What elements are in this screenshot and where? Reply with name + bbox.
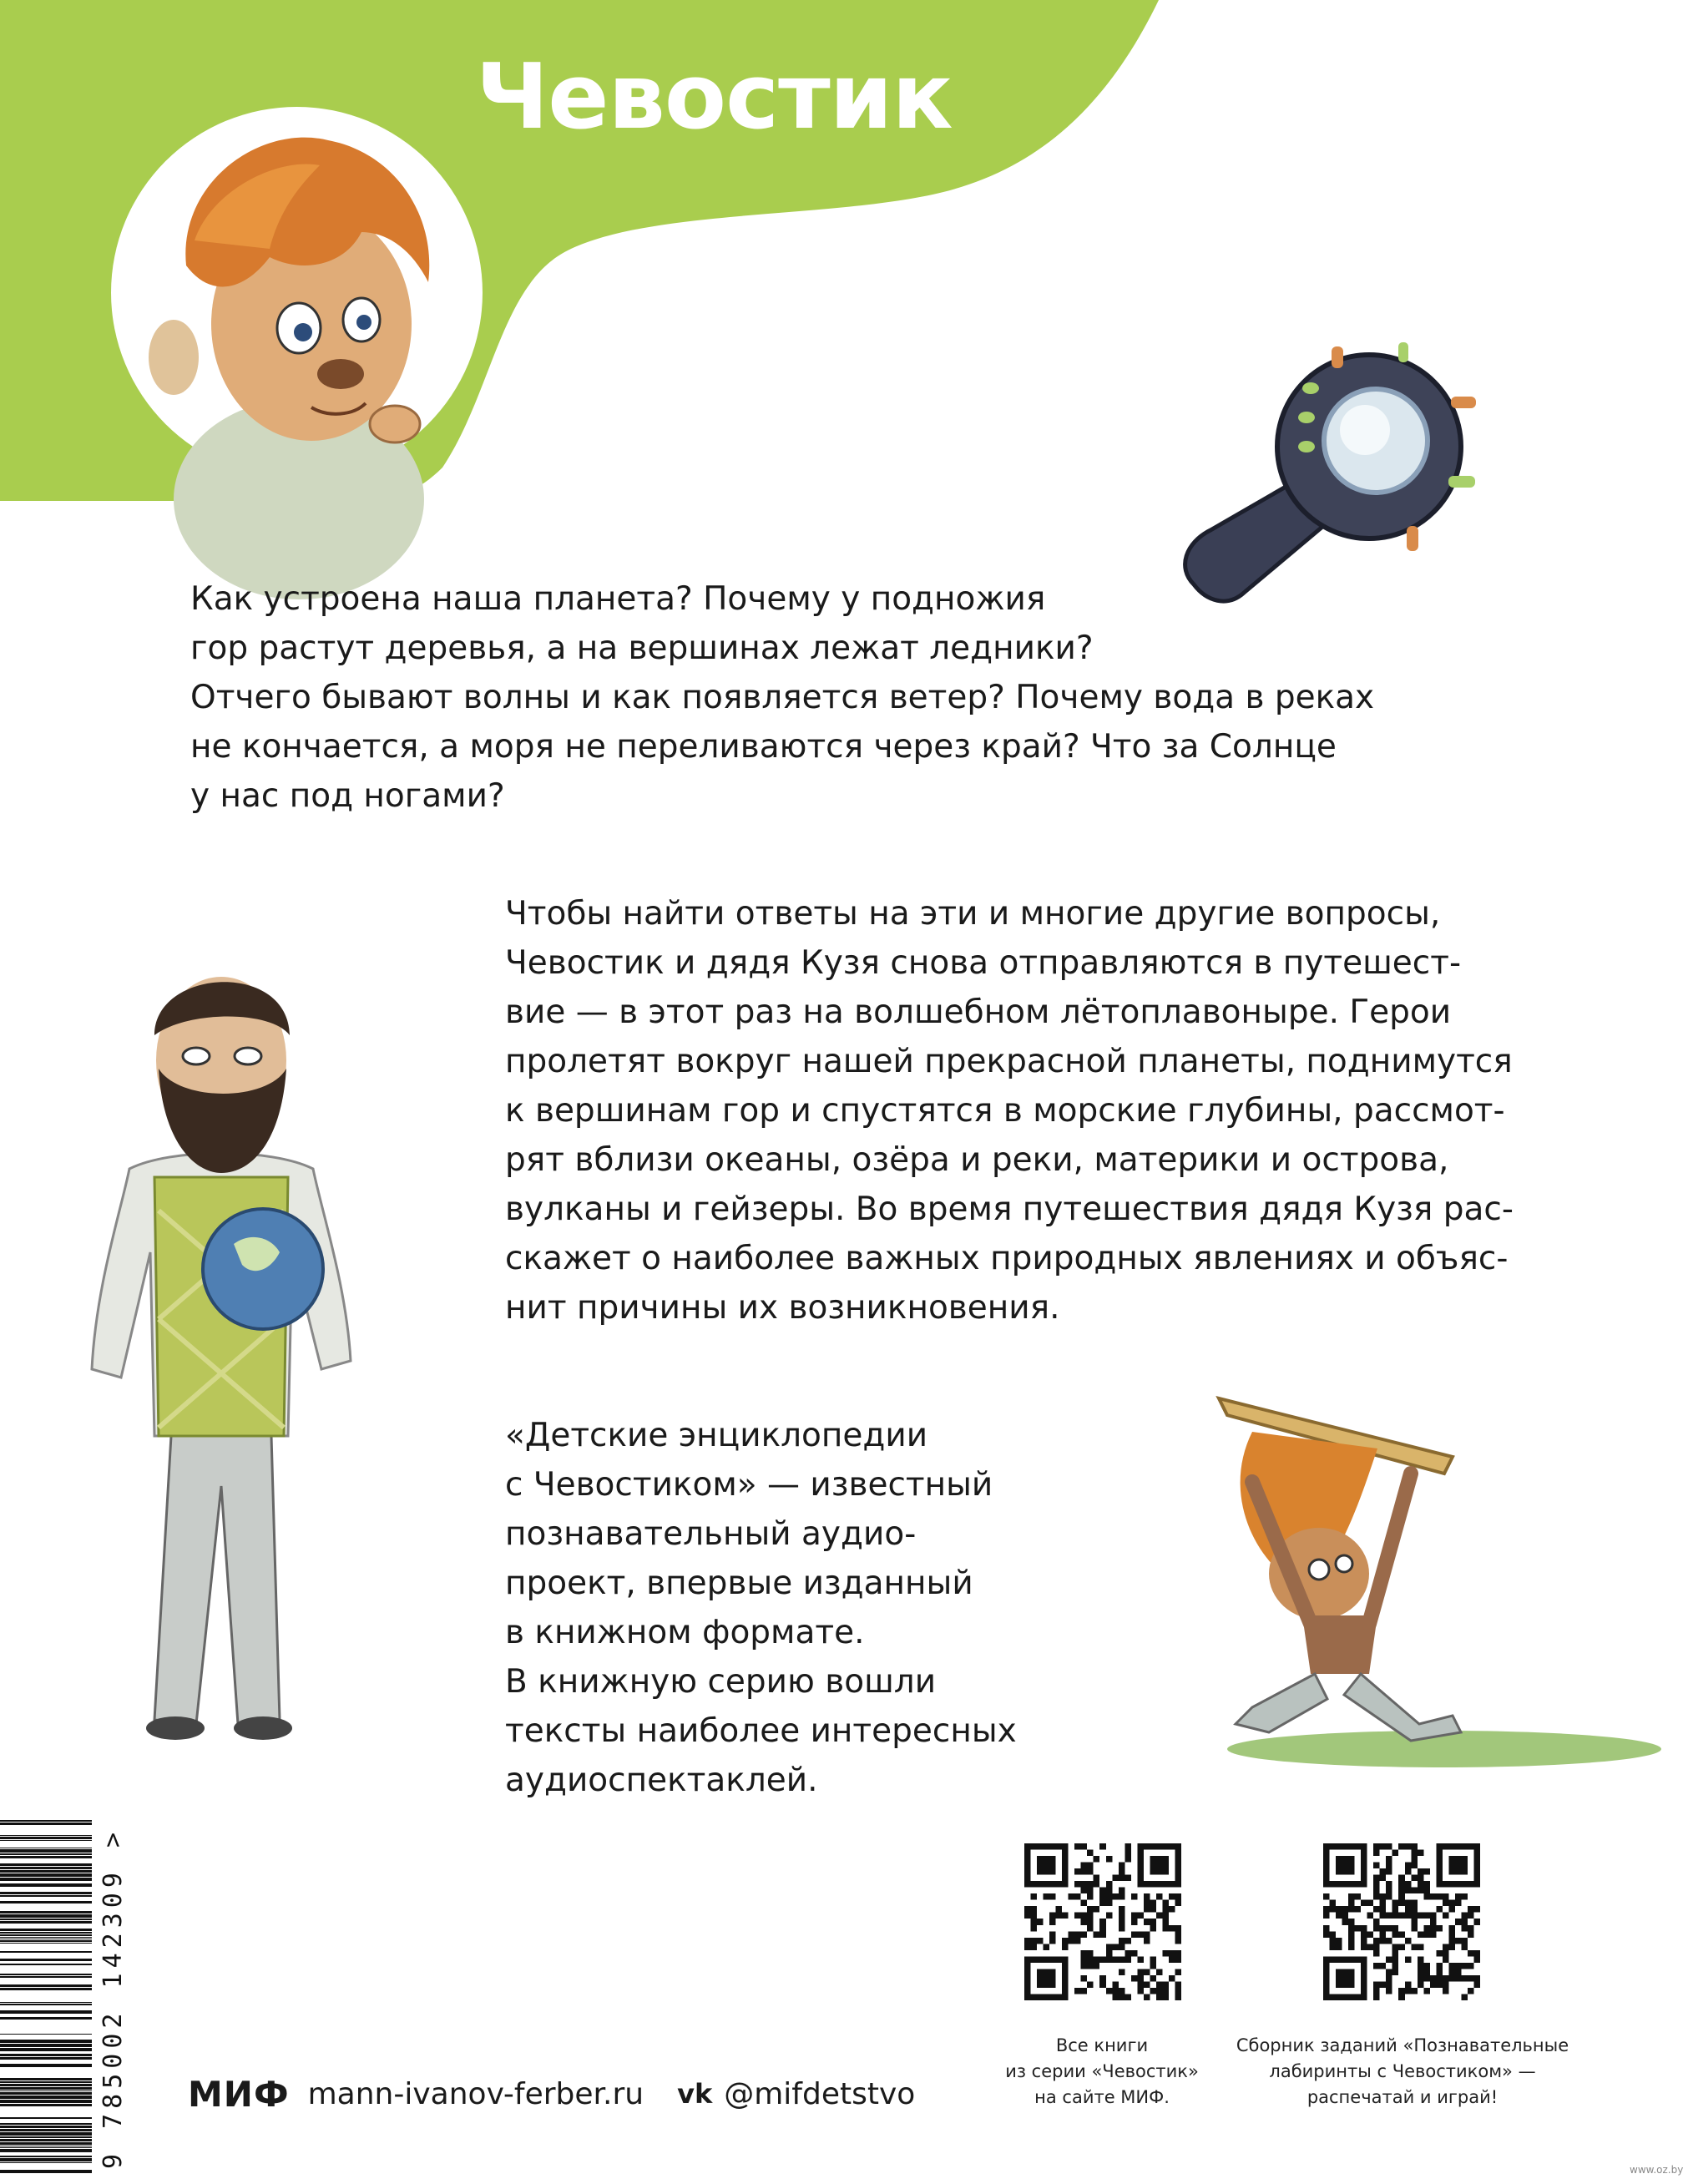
caption-line: распечатай и играй! xyxy=(1306,2087,1499,2107)
text-line: рят вблизи океаны, озёра и реки, материки и острова, xyxy=(505,1141,1449,1179)
text-line: аудиоспектаклей. xyxy=(505,1762,818,1799)
text-line: пролетят вокруг нашей прекрасной планеты, поднимутся xyxy=(505,1043,1513,1080)
text-line: тексты наиболее интересных xyxy=(505,1712,1017,1750)
text-line: Как устроена наша планета? Почему у подножия xyxy=(190,580,1046,618)
text-line: нит причины их возникновения. xyxy=(505,1289,1060,1327)
caption-line: лабиринты с Чевостиком» — xyxy=(1269,2061,1536,2081)
text-line: Чевостик и дядя Кузя снова отправляются в путешест- xyxy=(505,944,1462,982)
intro-paragraph xyxy=(190,574,1374,821)
text-line: к вершинам гор и спустятся в морские глубины, рассмот- xyxy=(505,1092,1505,1130)
footer xyxy=(188,2069,915,2119)
text-line: вие — в этот раз на волшебном лётоплавоныре. Герои xyxy=(505,993,1452,1031)
text-line: познавательный аудио- xyxy=(505,1515,917,1553)
vk-icon[interactable]: vk xyxy=(677,2078,713,2110)
website-link[interactable]: mann-ivanov-ferber.ru xyxy=(307,2076,644,2111)
qr-caption-labyrinths xyxy=(1215,2033,1590,2111)
chevostik-portrait xyxy=(111,107,483,478)
text-line: в книжном формате. xyxy=(505,1614,865,1651)
page-title: Чевостик xyxy=(476,45,953,149)
text-line: Отчего бывают волны и как появляется ветер? Почему вода в реках xyxy=(190,679,1375,716)
qr-code-labyrinths[interactable] xyxy=(1323,1843,1480,2000)
caption-line: Все книги xyxy=(1055,2035,1149,2055)
publisher-logo: МИФ xyxy=(188,2073,290,2115)
isbn-digits: 9 785002 142309 > xyxy=(99,1827,128,2169)
social-handle[interactable]: @mifdetstvo xyxy=(724,2076,916,2111)
caption-line: Сборник заданий «Познавательные xyxy=(1236,2035,1569,2055)
caption-line: на сайте МИФ. xyxy=(1034,2087,1170,2107)
text-line: не кончается, а моря не переливаются через край? Что за Солнце xyxy=(190,728,1337,766)
text-line: «Детские энциклопедии xyxy=(505,1417,928,1454)
uncle-kuzya-illustration xyxy=(71,935,371,1753)
text-line: проект, впервые изданный xyxy=(505,1565,973,1602)
series-paragraph xyxy=(505,1411,1017,1805)
text-line: В книжную серию вошли xyxy=(505,1663,937,1701)
store-watermark: www.oz.by xyxy=(1630,2164,1683,2176)
text-line: Чтобы найти ответы на эти и многие другие вопросы, xyxy=(505,895,1441,933)
journey-paragraph xyxy=(505,889,1514,1332)
caption-line: из серии «Чевостик» xyxy=(1005,2061,1199,2081)
text-line: с Чевостиком» — известный xyxy=(505,1466,993,1504)
text-line: вулканы и гейзеры. Во время путешествия дядя Кузя рас- xyxy=(505,1191,1514,1228)
qr-code-all-books[interactable] xyxy=(1024,1843,1181,2000)
text-line: скажет о наиболее важных природных явлениях и объяс- xyxy=(505,1240,1509,1277)
qr-caption-all-books xyxy=(943,2033,1261,2111)
running-chevostik-illustration xyxy=(1094,1382,1645,1782)
chevostik-face-illustration xyxy=(111,107,483,478)
text-line: у нас под ногами? xyxy=(190,777,505,815)
text-line: гор растут деревья, а на вершинах лежат ледники? xyxy=(190,629,1094,667)
